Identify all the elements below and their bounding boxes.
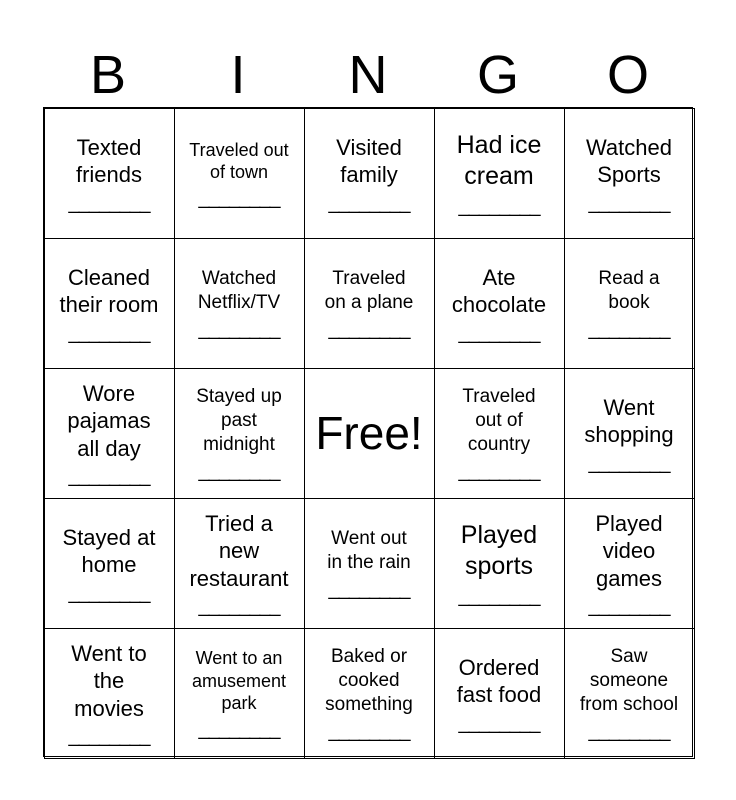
cell-prompt: Played sports — [460, 520, 538, 580]
signature-line: ________ — [458, 459, 540, 482]
cell-prompt: Tried a new restaurant — [189, 510, 289, 591]
bingo-cell[interactable] — [44, 628, 175, 759]
bingo-board — [43, 107, 693, 757]
bingo-cell[interactable] — [434, 628, 565, 759]
cell-prompt: Wore pajamas all day — [67, 380, 151, 461]
signature-line: ________ — [328, 317, 410, 340]
signature-line: ________ — [68, 191, 150, 214]
cell-prompt: Ordered fast food — [456, 654, 542, 707]
bingo-cell[interactable] — [434, 498, 565, 629]
free-space-label: Free! — [315, 407, 423, 459]
bingo-cell[interactable] — [304, 368, 435, 499]
signature-line: ________ — [198, 595, 280, 618]
cell-prompt: Played video games — [595, 510, 663, 591]
bingo-cell[interactable] — [304, 628, 435, 759]
bingo-cell[interactable] — [44, 238, 175, 369]
signature-line: ________ — [588, 317, 670, 340]
header-letter-n: N — [348, 45, 388, 105]
bingo-cell[interactable] — [174, 238, 305, 369]
cell-prompt: Went shopping — [584, 394, 674, 447]
signature-line: ________ — [328, 577, 410, 600]
cell-prompt: Ate chocolate — [451, 264, 547, 317]
cell-prompt: Visited family — [336, 134, 402, 187]
bingo-cell[interactable] — [304, 238, 435, 369]
cell-prompt: Baked or cooked something — [325, 646, 413, 715]
bingo-cell[interactable] — [434, 368, 565, 499]
cell-prompt: Traveled out of country — [462, 386, 536, 455]
cell-prompt: Traveled on a plane — [324, 268, 414, 313]
cell-prompt: Cleaned their room — [59, 264, 159, 317]
header-letter-o: O — [606, 45, 649, 105]
bingo-cell[interactable] — [174, 108, 305, 239]
bingo-cell[interactable] — [174, 628, 305, 759]
signature-line: ________ — [198, 317, 280, 340]
bingo-cell[interactable] — [564, 368, 695, 499]
bingo-cell[interactable] — [564, 108, 695, 239]
signature-line: ________ — [588, 191, 670, 214]
signature-line: ________ — [588, 719, 670, 742]
cell-prompt: Texted friends — [75, 134, 143, 187]
header-letter-i: I — [230, 45, 246, 105]
signature-line: ________ — [198, 186, 280, 209]
signature-line: ________ — [458, 711, 540, 734]
header-letter-g: G — [476, 45, 519, 105]
signature-line: ________ — [68, 581, 150, 604]
cell-prompt: Traveled out of town — [189, 139, 289, 182]
cell-prompt: Went out in the rain — [327, 528, 411, 573]
signature-line: ________ — [198, 459, 280, 482]
signature-line: ________ — [588, 595, 670, 618]
bingo-cell[interactable] — [304, 108, 435, 239]
cell-prompt: Watched Netflix/TV — [197, 268, 281, 313]
signature-line: ________ — [458, 195, 540, 218]
cell-prompt: Saw someone from school — [579, 646, 679, 715]
cell-prompt: Went to the movies — [71, 640, 147, 721]
cell-prompt: Stayed up past midnight — [196, 386, 282, 455]
bingo-cell[interactable] — [304, 498, 435, 629]
cell-prompt: Went to an amusement park — [191, 648, 287, 714]
bingo-cell[interactable] — [44, 498, 175, 629]
signature-line: ________ — [68, 321, 150, 344]
cell-prompt: Stayed at home — [62, 524, 156, 577]
header-letter-b: B — [89, 45, 127, 105]
bingo-cell[interactable] — [44, 368, 175, 499]
signature-line: ________ — [68, 465, 150, 488]
cell-prompt: Watched Sports — [585, 134, 672, 187]
bingo-cell[interactable] — [434, 108, 565, 239]
bingo-header — [43, 44, 693, 106]
bingo-cell[interactable] — [564, 628, 695, 759]
bingo-cell[interactable] — [174, 368, 305, 499]
bingo-cell[interactable] — [564, 498, 695, 629]
bingo-cell[interactable] — [434, 238, 565, 369]
cell-prompt: Had ice cream — [456, 130, 542, 190]
signature-line: ________ — [328, 719, 410, 742]
signature-line: ________ — [458, 321, 540, 344]
bingo-cell[interactable] — [44, 108, 175, 239]
signature-line: ________ — [328, 191, 410, 214]
cell-prompt: Read a book — [598, 268, 660, 313]
bingo-cell[interactable] — [174, 498, 305, 629]
signature-line: ________ — [68, 725, 150, 748]
signature-line: ________ — [198, 717, 280, 740]
signature-line: ________ — [458, 585, 540, 608]
signature-line: ________ — [588, 451, 670, 474]
bingo-cell[interactable] — [564, 238, 695, 369]
